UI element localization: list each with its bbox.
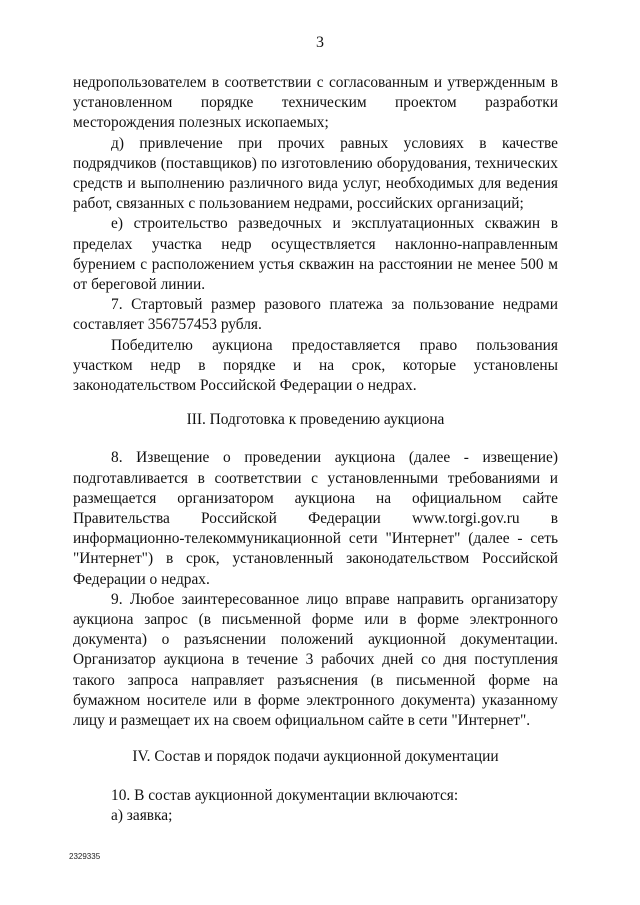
paragraph-item-e: е) строительство разведочных и эксплуатационных скважин в пределах участка недр осуществляется наклонно-направленным бурением с расположением устья скважин на расстоянии не менее 500 м от береговой линии. — [73, 215, 558, 294]
page-number: 3 — [316, 34, 324, 51]
paragraph-continuation: недропользователем в соответствии с согласованным и утвержденным в установленном порядке техническим проектом разработки месторождения полезных ископаемых; — [73, 74, 558, 132]
paragraph-7: 7. Стартовый размер разового платежа за пользование недрами составляет 356757453 рубля. — [73, 296, 558, 334]
paragraph-winner-right: Победителю аукциона предоставляется право пользования участком недр в порядке и на срок, которые установлены законодательством Российской Федерации о недрах. — [73, 336, 558, 395]
section-3-heading: III. Подготовка к проведению аукциона — [186, 411, 445, 429]
document-code: 2329335 — [69, 852, 101, 861]
section-4-heading: IV. Состав и порядок подачи аукционной документации — [132, 748, 499, 766]
paragraph-8: 8. Извещение о проведении аукциона (далее - извещение) подготавливается в соответствии с установленными требованиями и размещается организатором аукциона на официальном сайте Правительства Российской Федерации www.torgi.gov.ru в информационно-телекоммуникационной сети "Интернет" (далее - сеть "Интернет") в срок, установленный законодательством Российской Федерации о недрах. — [73, 449, 558, 588]
paragraph-item-d: д) привлечение при прочих равных условиях в качестве подрядчиков (поставщиков) по изготовлению оборудования, технических средств и выполнению различного вида услуг, необходимых для ведения работ, связанных с пользованием недрами, российских организаций; — [73, 134, 558, 213]
paragraph-10: 10. В состав аукционной документации включаются: — [111, 786, 459, 804]
document-body — [73, 73, 558, 826]
paragraph-9: 9. Любое заинтересованное лицо вправе направить организатору аукциона запрос (в письменной форме или в форме электронного документа) о разъяснении положений аукционной документации. Организатор аукциона в течение 3 рабочих дней со дня поступления такого запроса направляет разъяснения (в письменной форме на бумажном носителе или в форме электронного документа) указанному лицу и размещает их на своем официальном сайте в сети "Интернет". — [73, 590, 558, 730]
paragraph-item-a: а) заявка; — [111, 806, 173, 824]
